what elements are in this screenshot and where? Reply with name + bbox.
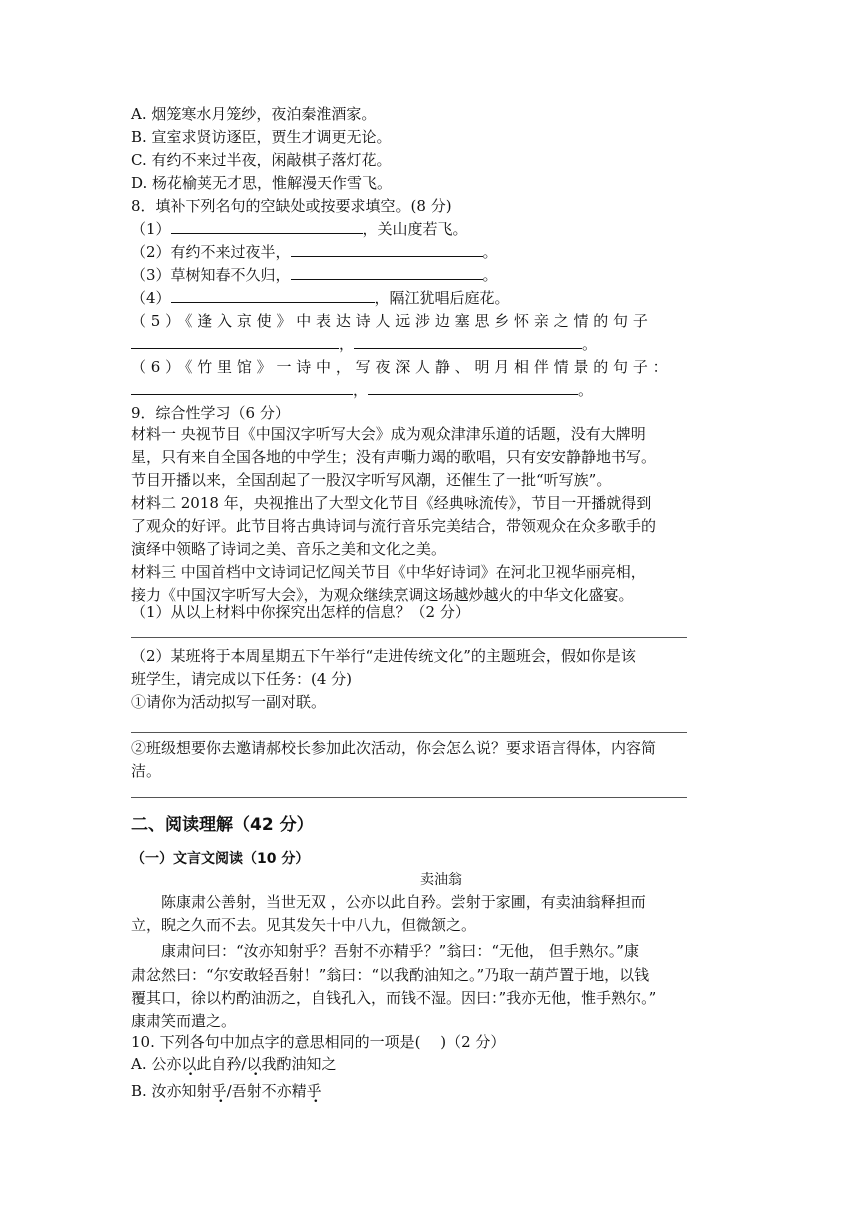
q10-option-a [131, 1053, 336, 1075]
q8-item-1-text: ，关山度若飞。 [362, 220, 468, 238]
material-3-line-2: 接力《中国汉字听写大会》，为观众继续烹调这场越炒越火的中华文化盛宴。 [131, 586, 634, 604]
option-c: C. 有约不来过半夜，闲敲棋子落灯花。 [131, 151, 392, 169]
q10-option-b-pre: B. 汝亦知射 [131, 1082, 212, 1100]
q9-sub-2-line-1: （2）某班将于本周星期五下午举行“走进传统文化”的主题班会，假如你是该 [131, 647, 636, 665]
dotted-char: 乎 [306, 1082, 322, 1100]
passage-line: 立，睨之久而不去。见其发矢十中八九，但微颔之。 [131, 916, 477, 934]
subsection-heading: （一）文言文阅读（10 分） [131, 851, 310, 867]
dotted-char: 以 [246, 1055, 262, 1073]
passage-title: 卖油翁 [420, 872, 462, 888]
dotted-char: 以 [181, 1055, 197, 1073]
option-d: D. 杨花榆荚无才思，惟解漫天作雪飞。 [131, 174, 393, 192]
q8-item-4-label: （4） [131, 289, 171, 307]
q10-title: 10. 下列各句中加点字的意思相同的一项是( )（2 分） [131, 1033, 506, 1051]
material-1-line-3: 节目开播以来，全国刮起了一股汉字听写风潮，还催生了一批“听写族”。 [131, 471, 612, 489]
passage-line: 陈康肃公善射，当世无双 ，公亦以此自矜。尝射于家圃，有卖油翁释担而 [161, 893, 646, 911]
q8-item-6-sep: ， [353, 381, 369, 399]
q8-item-3 [131, 264, 498, 286]
answer-blank[interactable] [171, 288, 375, 303]
section-heading: 二、阅读理解（42 分） [131, 815, 314, 835]
answer-blank[interactable] [291, 242, 483, 257]
q8-item-4 [131, 287, 510, 309]
q9-sub-2-line-2: 班学生，请完成以下任务：(4 分) [131, 670, 353, 688]
q8-item-6-blanks [131, 379, 593, 401]
material-2-line-2: 了观众的好评。此节目将古典诗词与流行音乐完美结合，带领观众在众多歌手的 [131, 517, 657, 535]
passage-line: 康肃笑而遣之。 [131, 1012, 237, 1030]
answer-blank[interactable] [368, 380, 578, 395]
q8-item-5: （5）《逢入京使》中表达诗人远涉边塞思乡怀亲之情的句子 [131, 312, 653, 330]
answer-blank[interactable] [291, 265, 483, 280]
q10-option-a-post: 我酌油知之 [261, 1055, 337, 1073]
passage-line: 康肃问曰：“汝亦知射乎？吾射不亦精乎？”翁曰：“无他， 但手熟尔。”康 [161, 942, 639, 960]
q10-option-a-mid: 此自矜/ [196, 1055, 247, 1073]
q10-option-b [131, 1080, 322, 1102]
option-a: A. 烟笼寒水月笼纱，夜泊秦淮酒家。 [131, 105, 377, 123]
q9-task-2-line-1: ②班级想要你去邀请郝校长参加此次活动，你会怎么说？要求语言得体，内容简 [131, 739, 657, 757]
q10-option-b-mid: /吾射不亦精 [226, 1082, 307, 1100]
q8-item-2-text: （2）有约不来过夜半， [131, 243, 291, 261]
q8-item-5-end: 。 [582, 335, 598, 353]
q8-item-3-end: 。 [482, 266, 498, 284]
material-2-line-1: 材料二 2018 年，央视推出了大型文化节目《经典咏流传》，节目一开播就得到 [131, 494, 652, 512]
material-1-line-1: 材料一 央视节目《中国汉字听写大会》成为观众津津乐道的话题，没有大牌明 [131, 425, 646, 443]
material-3-line-1: 材料三 中国首档中文诗词记忆闯关节目《中华好诗词》在河北卫视华丽亮相， [131, 563, 646, 581]
option-b: B. 宣室求贤访逐臣，贾生才调更无论。 [131, 128, 392, 146]
q9-title: 9．综合性学习（6 分） [131, 404, 290, 422]
q8-item-1 [131, 218, 468, 240]
q8-title: 8．填补下列名句的空缺处或按要求填空。(8 分) [131, 197, 452, 215]
answer-blank[interactable] [131, 380, 353, 395]
q8-item-4-text: ，隔江犹唱后庭花。 [374, 289, 510, 307]
q10-option-a-pre: A. 公亦 [131, 1055, 182, 1073]
q8-item-2-end: 。 [482, 243, 498, 261]
answer-line[interactable] [131, 732, 687, 733]
answer-line[interactable] [131, 637, 687, 638]
answer-blank[interactable] [354, 334, 582, 349]
q8-item-6: （6）《竹里馆》一诗中，写夜深人静、明月相伴情景的句子： [131, 358, 673, 376]
answer-blank[interactable] [131, 334, 339, 349]
q9-task-2-line-2: 洁。 [131, 762, 162, 780]
answer-blank[interactable] [171, 219, 363, 234]
material-1-line-2: 星，只有来自全国各地的中学生；没有声嘶力竭的歌唱，只有安安静静地书写。 [131, 448, 657, 466]
q8-item-5-blanks [131, 333, 597, 355]
q9-task-1: ①请你为活动拟写一副对联。 [131, 693, 327, 711]
q8-item-6-end: 。 [578, 381, 594, 399]
q8-item-1-label: （1） [131, 220, 171, 238]
q8-item-3-text: （3）草树知春不久归， [131, 266, 291, 284]
dotted-char: 乎 [211, 1082, 227, 1100]
q8-item-5-sep: ， [339, 335, 355, 353]
passage-line: 覆其口，徐以杓酌油沥之，自钱孔入，而钱不湿。因曰：”我亦无他，惟手熟尔。” [131, 989, 657, 1007]
q8-item-2 [131, 241, 498, 263]
q9-sub-1: （1）从以上材料中你探究出怎样的信息？（2 分） [131, 603, 470, 621]
answer-line[interactable] [131, 797, 687, 798]
material-2-line-3: 演绎中领略了诗词之美、音乐之美和文化之美。 [131, 540, 447, 558]
passage-line: 肃忿然曰：“尔安敢轻吾射！”翁曰：“以我酌油知之。”乃取一葫芦置于地，以钱 [131, 966, 650, 984]
